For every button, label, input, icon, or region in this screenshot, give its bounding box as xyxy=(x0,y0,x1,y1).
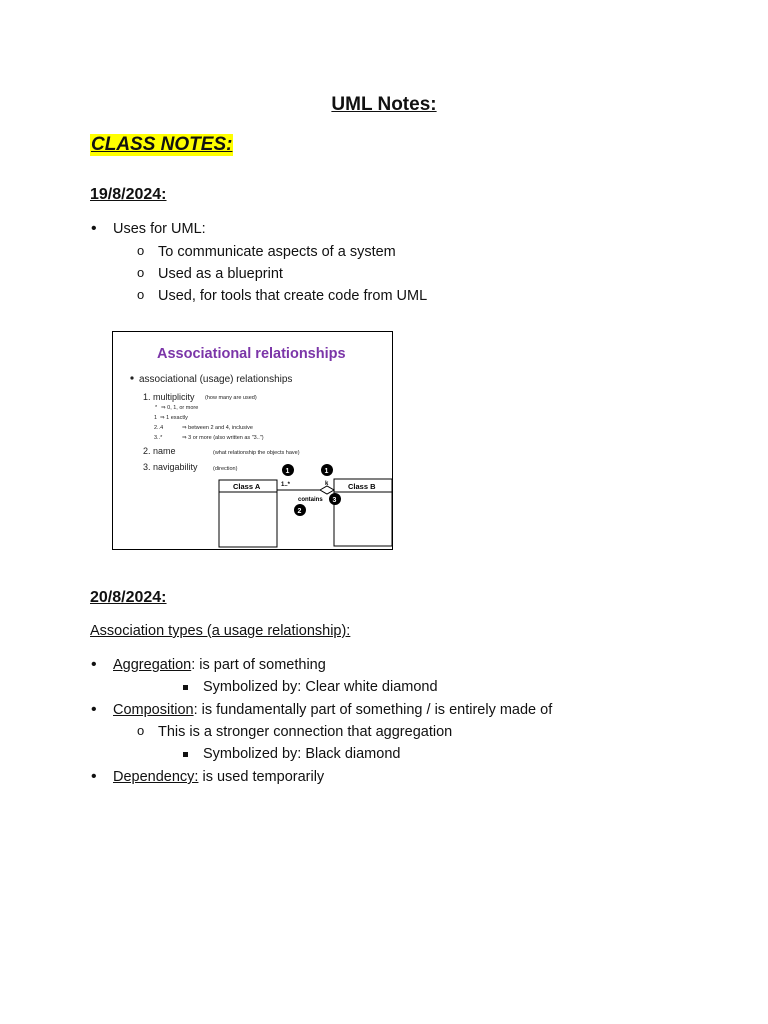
figure-bullet-dot xyxy=(130,376,133,379)
figure-item-multiplicity-note: (how many are used) xyxy=(205,395,257,401)
aggregation-definition: : is part of something xyxy=(191,657,326,673)
composition-sub-item: o This is a stronger connection that aggregation xyxy=(158,724,452,740)
marker-3-text: 3 xyxy=(332,497,337,504)
date-heading-2: 20/8/2024: xyxy=(90,589,167,606)
sub-item-communicate: o To communicate aspects of a system xyxy=(158,244,396,260)
figure-item-navigability: 3. navigability xyxy=(143,462,198,472)
page-title: UML Notes: xyxy=(331,94,437,115)
bullet-dependency xyxy=(113,769,324,785)
bullet-uses-for-uml: • Uses for UML: xyxy=(113,221,206,237)
composition-term: Composition xyxy=(113,702,194,718)
figure-item-name-note: (what relationship the objects have) xyxy=(213,450,300,456)
class-a-label: Class A xyxy=(233,482,261,491)
mult-desc-1: ⇒ 1 exactly xyxy=(160,415,188,421)
multiplicity-label-b: k xyxy=(325,481,329,487)
figure-canvas xyxy=(113,332,393,550)
class-notes-heading: CLASS NOTES: xyxy=(91,134,233,155)
mult-sym-3: 3..* xyxy=(154,435,163,441)
marker-1-left-text: 1 xyxy=(285,468,290,475)
dependency-definition: is used temporarily xyxy=(198,769,325,785)
mult-desc-0: ⇒ 0, 1, or more xyxy=(161,405,199,411)
mult-desc-3: ⇒ 3 or more (also written as "3..") xyxy=(182,435,264,441)
figure-title: Associational relationships xyxy=(157,346,346,362)
sub-item-code-tools: o Used, for tools that create code from UML xyxy=(158,288,427,304)
composition-definition: : is fundamentally part of something / is entirely made of xyxy=(193,702,553,718)
bullet-composition xyxy=(113,702,552,718)
composition-symbol-item: Symbolized by: Black diamond xyxy=(203,746,401,762)
aggregation-term: Aggregation xyxy=(113,657,192,673)
mult-sym-0: * xyxy=(155,405,158,411)
date-heading-1: 19/8/2024: xyxy=(90,186,167,203)
association-name-label: contains xyxy=(298,497,323,503)
mult-sym-2: 2..4 xyxy=(154,425,164,431)
marker-1-right-text: 1 xyxy=(324,468,329,475)
mult-sym-1: 1 xyxy=(154,415,158,421)
figure-item-multiplicity: 1. multiplicity xyxy=(143,392,195,402)
bullet-aggregation xyxy=(113,657,326,673)
figure-item-navigability-note: (direction) xyxy=(213,466,238,472)
mult-desc-2: ⇒ between 2 and 4, inclusive xyxy=(182,425,253,431)
aggregation-symbol-item: Symbolized by: Clear white diamond xyxy=(203,679,438,695)
aggregation-diamond xyxy=(320,486,334,494)
marker-2-text: 2 xyxy=(297,508,302,515)
class-b-label: Class B xyxy=(348,482,376,491)
dependency-term: Dependency: xyxy=(113,769,199,785)
associational-relationships-figure xyxy=(112,331,393,550)
figure-bullet-text: associational (usage) relationships xyxy=(139,374,293,385)
association-types-heading: Association types (a usage relationship): xyxy=(90,623,351,639)
multiplicity-label: 1..* xyxy=(281,482,291,488)
figure-item-name: 2. name xyxy=(143,446,176,456)
sub-item-blueprint: o Used as a blueprint xyxy=(158,266,283,282)
